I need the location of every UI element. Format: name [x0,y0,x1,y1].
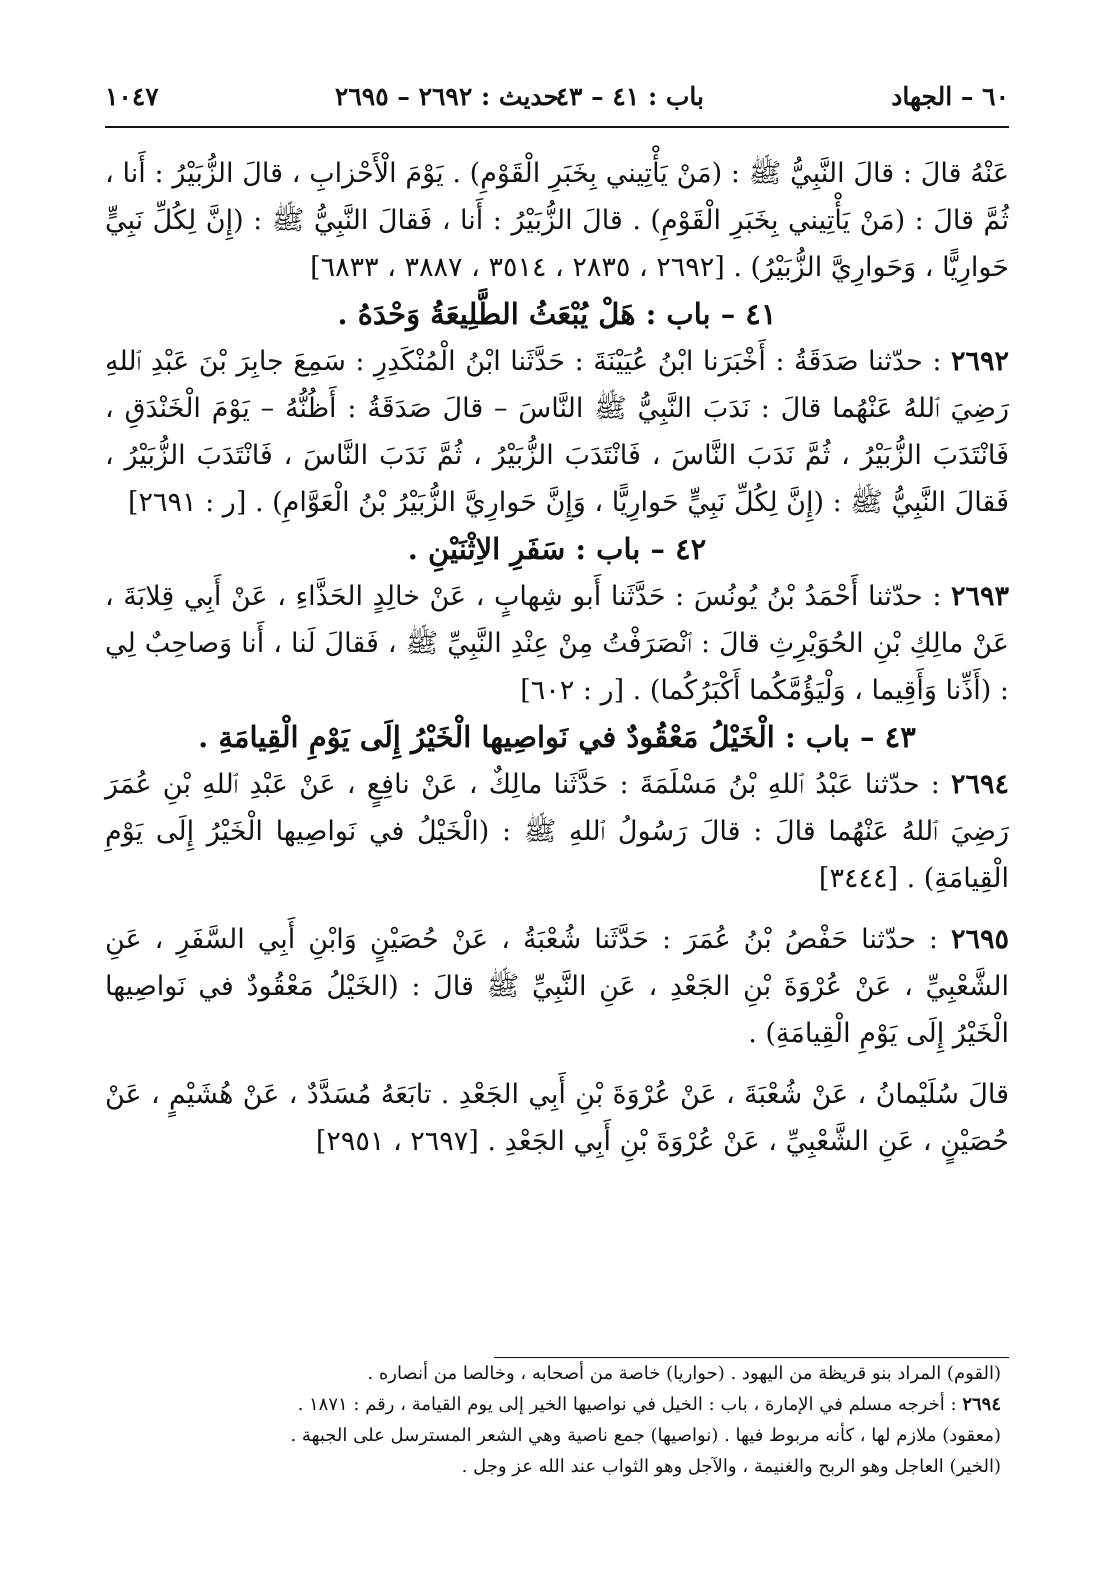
hadith-number: ٢٦٩٤ [950,769,1009,800]
footnote-text: : أخرجه مسلم في الإمارة ، باب : الخيل في نواصيها الخير إلى يوم القيامة ، رقم : ١٨٧١ . [297,1394,963,1415]
footnote-3: (معقود) ملازم لها ، كأنه مربوط فيها . (نواصيها) جمع ناصية وهي الشعر المسترسل على الجبهة . [290,1425,1001,1446]
hadith-2694 [105,761,1009,902]
hadith-number: ٢٦٩٥ [950,924,1009,955]
bab-41-title: ٤١ – باب : هَلْ يُبْعَثُ الطَّلِيعَةُ وَحْدَهُ . [337,297,777,331]
footnote-2 [105,1389,1009,1420]
hadith-2691-continuation: عَنْهُ قالَ : قالَ النَّبِيُّ ﷺ : (مَنْ يَأْتِيني بِخَبَرِ الْقَوْمِ) . يَوْمَ الْأَحْزابِ ، قالَ الزُّبَيْرُ : أَنا ، ثُمَّ قالَ : (مَنْ يَأْتِيني بِخَبَرِ الْقَوْمِ) . قالَ الزُّبَيْرُ : أَنا ، فَقالَ النَّبِيُّ ﷺ : (إِنَّ لِكُلِّ نَبِيٍّ حَوارِيًّا ، وَحَوارِيَّ الزُّبَيْرُ) . [٢٦٩٢ ، ٢٨٣٥ ، ٣٥١٤ ، ٣٨٨٧ ، ٦٨٣٣] [105,158,1009,283]
spacer [105,1057,1009,1071]
footnote-4: (الخير) العاجل وهو الربح والغنيمة ، والآجل وهو الثواب عند الله عز وجل . [461,1456,1001,1477]
hadith-number: ٢٦٩٣ [951,581,1010,612]
hadith-2695-note: قالَ سُلَيْمانُ ، عَنْ شُعْبَةَ ، عَنْ عُرْوَةَ بْنِ أَبِي الجَعْدِ . تابَعَهُ مُسَدَّدٌ ، عَنْ هُشَيْمٍ ، عَنْ حُصَيْنٍ ، عَنِ الشَّعْبِيِّ ، عَنْ عُرْوَةَ بْنِ أَبِي الجَعْدِ . [٢٦٩٧ ، ٢٩٥١] [105,1079,1009,1157]
hadith-text: : حدّثنا صَدَقَةُ : أَخْبَرَنا ابْنُ عُيَيْنَةَ : حَدَّثَنا ابْنُ الْمُنْكَدِرِ : سَمِعَ جابِرَ بْنَ عَبْدِ ٱللهِ رَضِيَ ٱللهُ عَنْهُما قالَ : نَدَبَ النَّبِيُّ ﷺ النَّاسَ – قالَ صَدَقَةُ : أَظُنُّهُ – يَوْمَ الْخَنْدَقِ ، فَانْتَدَبَ الزُّبَيْرُ ، ثُمَّ نَدَبَ النَّاسَ ، فَانْتَدَبَ الزُّبَيْرُ ، ثُمَّ نَدَبَ النَّاسَ ، فَانْتَدَبَ الزُّبَيْرُ ، فَقالَ النَّبِيُّ ﷺ : (إِنَّ لِكُلِّ نَبِيٍّ حَوارِيًّا ، وَإِنَّ حَوارِيَّ الزُّبَيْرُ بْنُ الْعَوَّامِ) . [ر : ٢٦٩١] [105,346,1009,518]
hadith-range: حديث : ٢٦٩٢ – ٢٦٩٥ [334,82,559,111]
hadith-2695 [105,916,1009,1057]
main-text [105,150,1009,1165]
header-rule [105,126,1009,128]
chapter-title: ٦٠ – الجهاد [891,82,1009,111]
hadith-text: : حدّثنا عَبْدُ ٱللهِ بْنُ مَسْلَمَةَ : حَدَّثَنا مالِكٌ ، عَنْ نافِعٍ ، عَنْ عَبْدِ ٱللهِ بْنِ عُمَرَ رَضِيَ ٱللهُ عَنْهُما قالَ : قالَ رَسُولُ ٱللهِ ﷺ : (الْخَيْلُ في نَواصِيها الْخَيْرُ إِلَى يَوْمِ الْقِيامَةِ) . [٣٤٤٤] [105,769,1009,894]
bab-range: باب : ٤١ – ٤٣ [555,82,704,111]
footnotes [105,1357,1009,1482]
spacer [105,902,1009,916]
footnote-number: ٢٦٩٤ [962,1394,1001,1415]
hadith-text: : حدّثنا أَحْمَدُ بْنُ يُونُسَ : حَدَّثَنا أَبو شِهابٍ ، عَنْ خالِدٍ الحَذَّاءِ ، عَنْ أَبِي قِلابَةَ ، عَنْ مالِكِ بْنِ الحُوَيْرِثِ قالَ : ٱنْصَرَفْتُ مِنْ عِنْدِ النَّبِيِّ ﷺ ، فَقالَ لَنا ، أَنا وَصاحِبٌ لِي : (أَذِّنا وَأَقِيما ، وَلْيَؤُمَّكُما أَكْبَرُكُما) . [ر : ٦٠٢] [105,581,1009,706]
bab-43-title: ٤٣ – باب : الْخَيْلُ مَعْقُودٌ في نَواصِيها الْخَيْرُ إِلَى يَوْمِ الْقِيامَةِ . [198,720,916,754]
hadith-text: : حدّثنا حَفْصُ بْنُ عُمَرَ : حَدَّثَنا شُعْبَةُ ، عَنْ حُصَيْنٍ وَابْنِ أَبِي السَّفَرِ ، عَنِ الشَّعْبِيِّ ، عَنْ عُرْوَةَ بْنِ الجَعْدِ ، عَنِ النَّبِيِّ ﷺ قالَ : (الخَيْلُ مَعْقُودٌ في نَواصِيها الْخَيْرُ إِلَى يَوْمِ الْقِيامَةِ) . [105,924,1009,1049]
bab-42-title: ٤٢ – باب : سَفَرِ الاِثْنَيْنِ . [407,532,707,566]
hadith-2693 [105,573,1009,714]
hadith-2692 [105,338,1009,526]
running-header [105,72,1009,122]
page-number: ١٠٤٧ [105,82,159,111]
footnote-1: (القوم) المراد بنو قريظة من اليهود . (حواريا) خاصة من أصحابه ، وخالصا من أنصاره . [367,1363,1001,1384]
hadith-number: ٢٦٩٢ [950,346,1009,377]
